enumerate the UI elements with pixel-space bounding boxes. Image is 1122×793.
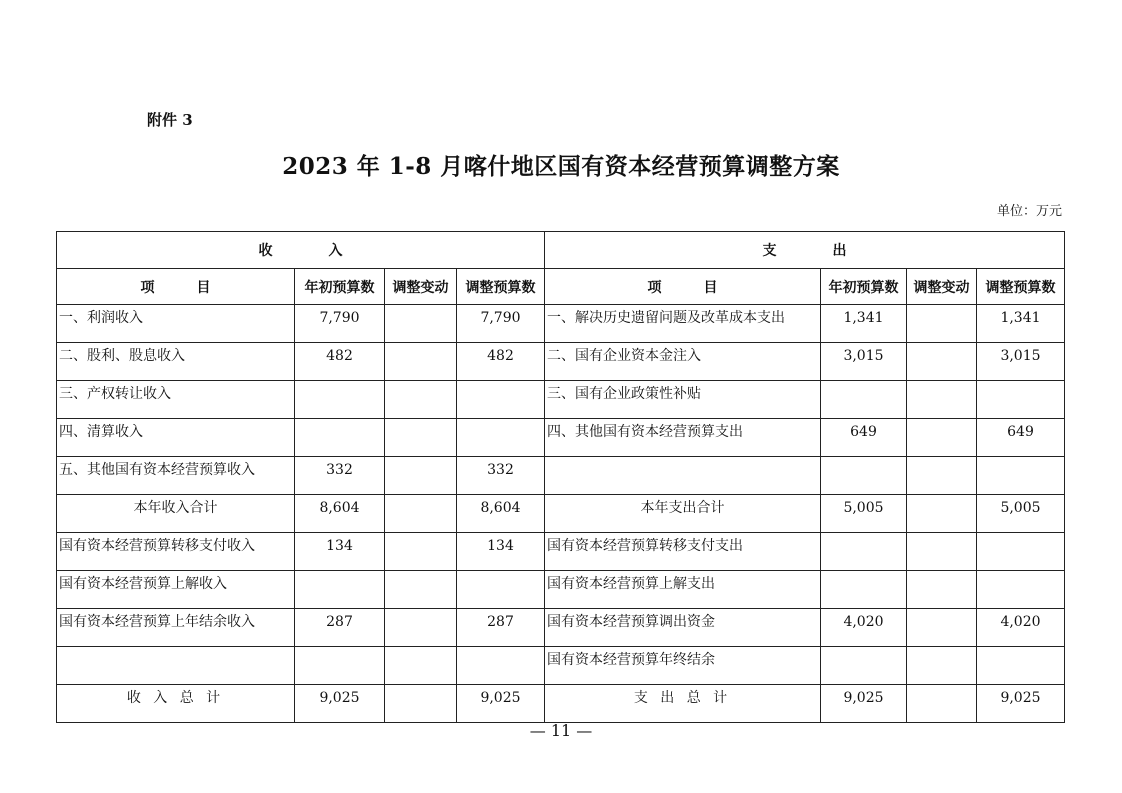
expense-adjusted: 3,015 [977, 343, 1065, 381]
income-adjusted [457, 571, 545, 609]
expense-initial-header: 年初预算数 [821, 269, 907, 305]
income-change [385, 419, 457, 457]
expense-change [907, 457, 977, 495]
expense-initial: 649 [821, 419, 907, 457]
income-section-header: 收 入 [57, 232, 545, 269]
income-adjusted: 7,790 [457, 305, 545, 343]
unit-label: 单位：万元 [996, 204, 1062, 219]
expense-name: 四、其他国有资本经营预算支出 [545, 419, 821, 457]
expense-initial [821, 381, 907, 419]
expense-name: 国有资本经营预算调出资金 [545, 609, 821, 647]
table-row [57, 419, 1065, 457]
expense-section-header: 支 出 [545, 232, 1065, 269]
expense-adjusted-header: 调整预算数 [977, 269, 1065, 305]
income-item-header: 项 目 [57, 269, 295, 305]
income-change [385, 647, 457, 685]
income-change [385, 495, 457, 533]
income-initial: 7,790 [295, 305, 385, 343]
expense-name: 二、国有企业资本金注入 [545, 343, 821, 381]
expense-change [907, 381, 977, 419]
income-name: 国有资本经营预算上解收入 [57, 571, 295, 609]
expense-name: 国有资本经营预算上解支出 [545, 571, 821, 609]
expense-initial: 9,025 [821, 685, 907, 723]
income-adjusted: 332 [457, 457, 545, 495]
income-change [385, 685, 457, 723]
table-row [57, 609, 1065, 647]
expense-initial: 4,020 [821, 609, 907, 647]
table-row [57, 343, 1065, 381]
expense-change [907, 609, 977, 647]
expense-initial: 5,005 [821, 495, 907, 533]
expense-adjusted [977, 457, 1065, 495]
expense-adjusted: 5,005 [977, 495, 1065, 533]
expense-adjusted [977, 571, 1065, 609]
income-initial [295, 647, 385, 685]
income-name: 一、利润收入 [57, 305, 295, 343]
income-adjusted [457, 419, 545, 457]
income-change [385, 533, 457, 571]
income-name: 五、其他国有资本经营预算收入 [57, 457, 295, 495]
expense-adjusted: 4,020 [977, 609, 1065, 647]
expense-initial: 3,015 [821, 343, 907, 381]
table-row [57, 305, 1065, 343]
budget-table [56, 231, 1065, 723]
expense-change-header: 调整变动 [907, 269, 977, 305]
expense-change [907, 495, 977, 533]
expense-item-header: 项 目 [545, 269, 821, 305]
income-initial: 8,604 [295, 495, 385, 533]
expense-change [907, 343, 977, 381]
income-change [385, 571, 457, 609]
expense-adjusted [977, 381, 1065, 419]
expense-change [907, 533, 977, 571]
expense-change [907, 571, 977, 609]
expense-name [545, 457, 821, 495]
page-number: — 11 — [529, 721, 593, 740]
income-initial: 332 [295, 457, 385, 495]
income-change [385, 457, 457, 495]
expense-name: 一、解决历史遗留问题及改革成本支出 [545, 305, 821, 343]
income-name: 二、股利、股息收入 [57, 343, 295, 381]
income-name: 收 入 总 计 [57, 685, 295, 723]
document-title: 2023 年 1-8 月喀什地区国有资本经营预算调整方案 [282, 153, 840, 180]
table-row [57, 571, 1065, 609]
income-initial: 287 [295, 609, 385, 647]
expense-change [907, 685, 977, 723]
expense-change [907, 305, 977, 343]
expense-adjusted: 9,025 [977, 685, 1065, 723]
income-change [385, 381, 457, 419]
income-name: 国有资本经营预算上年结余收入 [57, 609, 295, 647]
table-row [57, 381, 1065, 419]
income-name: 本年收入合计 [57, 495, 295, 533]
income-change [385, 305, 457, 343]
expense-initial [821, 647, 907, 685]
section-header-row [57, 232, 1065, 269]
income-initial: 482 [295, 343, 385, 381]
expense-adjusted: 1,341 [977, 305, 1065, 343]
income-adjusted-header: 调整预算数 [457, 269, 545, 305]
income-initial [295, 571, 385, 609]
income-name: 四、清算收入 [57, 419, 295, 457]
income-adjusted [457, 381, 545, 419]
income-name [57, 647, 295, 685]
income-initial [295, 419, 385, 457]
income-initial: 9,025 [295, 685, 385, 723]
grand-total-row [57, 685, 1065, 723]
income-name: 国有资本经营预算转移支付收入 [57, 533, 295, 571]
income-adjusted: 134 [457, 533, 545, 571]
expense-initial [821, 533, 907, 571]
expense-name: 国有资本经营预算年终结余 [545, 647, 821, 685]
income-initial [295, 381, 385, 419]
expense-initial [821, 571, 907, 609]
column-header-row [57, 269, 1065, 305]
table-row [57, 647, 1065, 685]
expense-name: 本年支出合计 [545, 495, 821, 533]
income-adjusted: 8,604 [457, 495, 545, 533]
expense-name: 国有资本经营预算转移支付支出 [545, 533, 821, 571]
attachment-label: 附件 3 [147, 111, 193, 129]
income-adjusted: 9,025 [457, 685, 545, 723]
income-initial: 134 [295, 533, 385, 571]
income-name: 三、产权转让收入 [57, 381, 295, 419]
expense-initial: 1,341 [821, 305, 907, 343]
expense-adjusted [977, 647, 1065, 685]
table-row [57, 457, 1065, 495]
income-adjusted: 287 [457, 609, 545, 647]
expense-name: 三、国有企业政策性补贴 [545, 381, 821, 419]
income-change [385, 343, 457, 381]
income-adjusted [457, 647, 545, 685]
income-initial-header: 年初预算数 [295, 269, 385, 305]
income-change-header: 调整变动 [385, 269, 457, 305]
expense-change [907, 419, 977, 457]
income-change [385, 609, 457, 647]
expense-name: 支 出 总 计 [545, 685, 821, 723]
subtotal-row [57, 495, 1065, 533]
table-row [57, 533, 1065, 571]
income-adjusted: 482 [457, 343, 545, 381]
expense-adjusted: 649 [977, 419, 1065, 457]
expense-change [907, 647, 977, 685]
expense-initial [821, 457, 907, 495]
expense-adjusted [977, 533, 1065, 571]
